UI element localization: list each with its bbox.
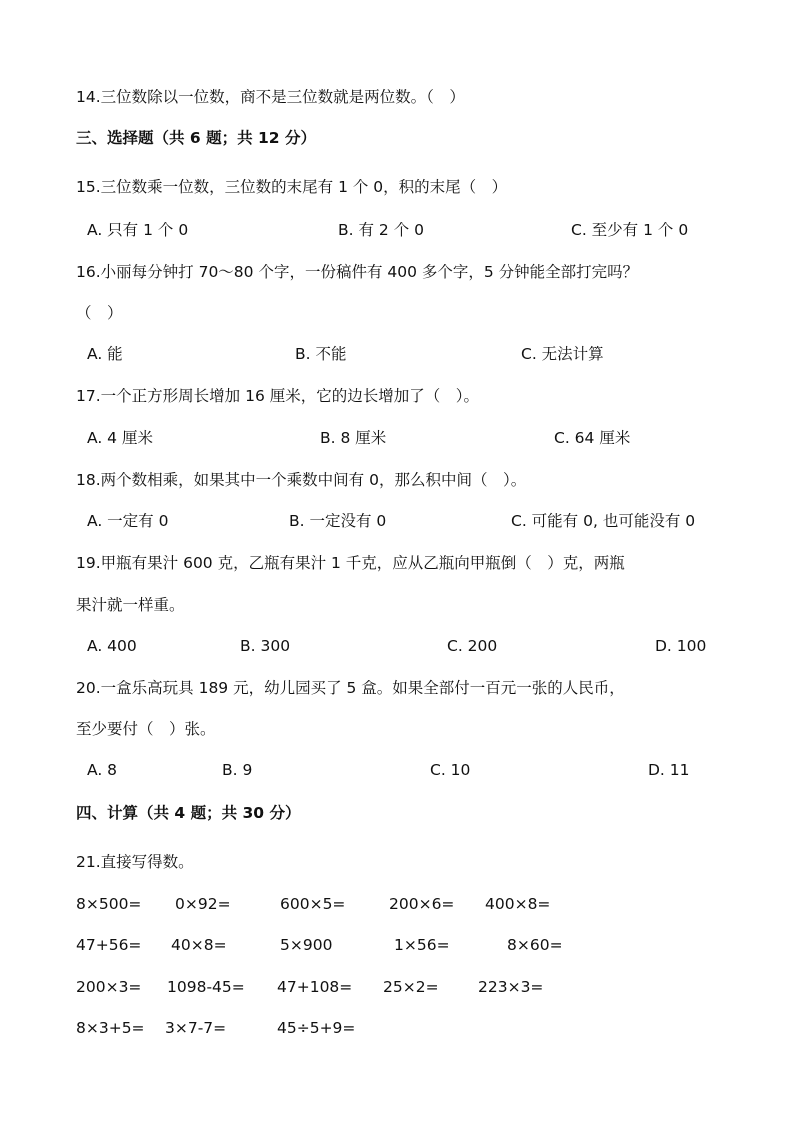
calc-item: 8×500= [76,895,142,913]
question-16-stem: 16.小丽每分钟打 70～80 个字，一份稿件有 400 多个字，5 分钟能全部打完吗？ [76,263,639,281]
question-15-option-c: C. 至少有 1 个 0 [571,221,689,239]
question-15-option-b: B. 有 2 个 0 [338,221,424,239]
question-20-option-c: C. 10 [430,761,471,779]
question-20-stem-continued: 至少要付（ ）张。 [76,720,216,738]
question-16-stem-continued: （ ） [76,304,123,322]
question-19-option-a: A. 400 [87,637,137,655]
question-15-stem: 15.三位数乘一位数，三位数的末尾有 1 个 0，积的末尾（ ） [76,178,508,196]
question-19-stem-continued: 果汁就一样重。 [76,596,185,614]
question-18-option-a: A. 一定有 0 [87,512,169,530]
question-21-stem: 21.直接写得数。 [76,853,194,871]
calc-item: 47+56= [76,936,142,954]
calc-item: 5×900 [280,936,333,954]
question-20-option-d: D. 11 [648,761,690,779]
calc-item: 0×92= [175,895,231,913]
question-20-option-a: A. 8 [87,761,118,779]
calc-item: 8×3+5= [76,1019,145,1037]
question-16-option-c: C. 无法计算 [521,345,604,363]
question-16-option-b: B. 不能 [295,345,347,363]
calc-item: 3×7-7= [165,1019,227,1037]
section-heading-calculation: 四、计算（共 4 题；共 30 分） [76,804,301,822]
question-18-stem: 18.两个数相乘，如果其中一个乘数中间有 0，那么积中间（ ）。 [76,471,527,489]
calc-item: 600×5= [280,895,346,913]
calc-item: 400×8= [485,895,551,913]
question-20-stem: 20.一盒乐高玩具 189 元，幼儿园买了 5 盒。如果全部付一百元一张的人民币， [76,679,625,697]
calc-item: 223×3= [478,978,544,996]
question-15-option-a: A. 只有 1 个 0 [87,221,189,239]
calc-item: 40×8= [171,936,227,954]
question-17-option-c: C. 64 厘米 [554,429,631,447]
calc-item: 8×60= [507,936,563,954]
question-14: 14.三位数除以一位数，商不是三位数就是两位数。（ ） [76,88,465,106]
question-20-option-b: B. 9 [222,761,253,779]
question-19-option-b: B. 300 [240,637,291,655]
calc-item: 1098-45= [167,978,245,996]
calc-item: 200×3= [76,978,142,996]
question-17-stem: 17.一个正方形周长增加 16 厘米，它的边长增加了（ ）。 [76,387,479,405]
question-18-option-b: B. 一定没有 0 [289,512,387,530]
question-17-option-a: A. 4 厘米 [87,429,153,447]
question-18-option-c: C. 可能有 0, 也可能没有 0 [511,512,696,530]
question-16-option-a: A. 能 [87,345,123,363]
calc-item: 25×2= [383,978,439,996]
calc-item: 45÷5+9= [277,1019,356,1037]
section-heading-choice: 三、选择题（共 6 题；共 12 分） [76,129,316,147]
question-17-option-b: B. 8 厘米 [320,429,387,447]
calc-item: 47+108= [277,978,353,996]
question-19-option-d: D. 100 [655,637,707,655]
question-19-stem: 19.甲瓶有果汁 600 克，乙瓶有果汁 1 千克，应从乙瓶向甲瓶倒（ ）克，两瓶 [76,554,625,572]
calc-item: 1×56= [394,936,450,954]
calc-item: 200×6= [389,895,455,913]
question-19-option-c: C. 200 [447,637,498,655]
